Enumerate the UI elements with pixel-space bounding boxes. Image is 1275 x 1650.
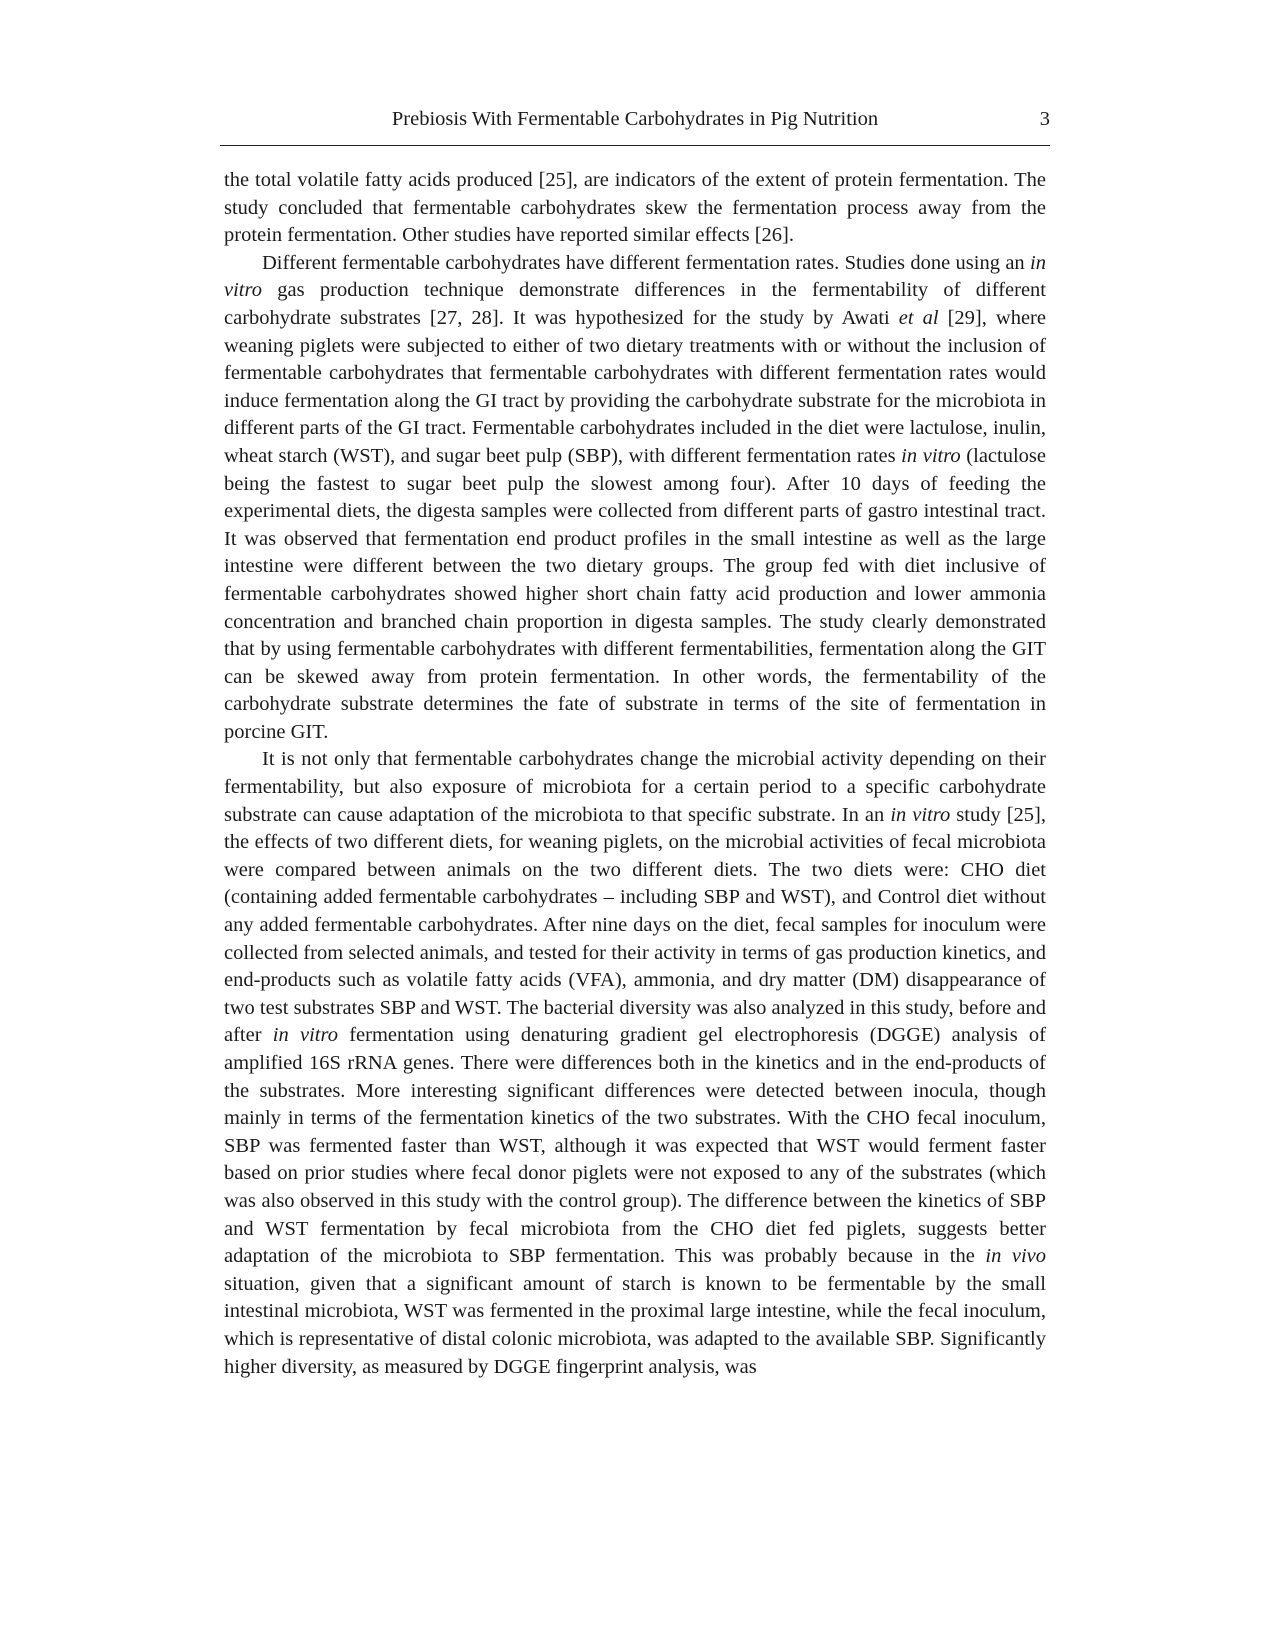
italic-text: in vitro [224, 251, 1046, 302]
running-title: Prebiosis With Fermentable Carbohydrates in Pig Nutrition [391, 108, 879, 130]
paragraph [224, 250, 1046, 747]
text-run: Different fermentable carbohydrates have different fermentation rates. Studies done using an [262, 251, 1031, 274]
text-run: [29], where weaning piglets were subjected to either of two dietary treatments with or without the inclusion of fermentable carbohydrates that fermentable carbohydrates with different fermentation rates would induce fermentation along the GI tract by providing the carbohydrate substrate for the microbiota in different parts of the GI tract. Fermentable carbohydrates included in the diet were lactulose, inulin, wheat starch (WST), and sugar beet pulp (SBP), with different fermentation rates [224, 306, 1046, 467]
text-run: (lactulose being the fastest to sugar beet pulp the slowest among four). After 10 days of feeding the experimental diets, the digesta samples were collected from different parts of gastro intestinal tract. It was observed that fermentation end product profiles in the small intestine as well as the large intestine were different between the two dietary groups. The group fed with diet inclusive of fermentable carbohydrates showed higher short chain fatty acid production and lower ammonia concentration and branched chain proportion in digesta samples. The study clearly demonstrated that by using fermentable carbohydrates with different fermentabilities, fermentation along the GIT can be skewed away from protein fermentation. In other words, the fermentability of the carbohydrate substrate determines the fate of substrate in terms of the site of fermentation in porcine GIT. [224, 444, 1046, 743]
text-run: situation, given that a significant amount of starch is known to be fermentable by the small intestinal microbiota, WST was fermented in the proximal large intestine, while the fecal inoculum, which is representative of distal colonic microbiota, was adapted to the available SBP. Significantly higher diversity, as measured by DGGE fingerprint analysis, was [224, 1272, 1046, 1378]
paragraph [224, 167, 1046, 250]
italic-text: in vitro [890, 803, 951, 826]
body-text [224, 167, 1046, 1381]
text-run: fermentation using denaturing gradient gel electrophoresis (DGGE) analysis of amplified 16S rRNA genes. There were differences both in the kinetics and in the end-products of the substrates. More interesting significant differences were detected between inocula, though mainly in terms of the fermentation kinetics of the two substrates. With the CHO fecal inoculum, SBP was fermented faster than WST, although it was expected that WST would ferment faster based on prior studies where fecal donor piglets were not exposed to any of the substrates (which was also observed in this study with the control group). The difference between the kinetics of SBP and WST fermentation by fecal microbiota from the CHO diet fed piglets, suggests better adaptation of the microbiota to SBP fermentation. This was probably because in the [224, 1024, 1046, 1268]
text-run: study [25], the effects of two different diets, for weaning piglets, on the microbial activities of fecal microbiota were compared between animals on the two different diets. The two diets were: CHO diet (containing added fermentable carbohydrates – including SBP and WST), and Control diet without any added fermentable carbohydrates. After nine days on the diet, fecal samples for inoculum were collected from selected animals, and tested for their activity in terms of gas production kinetics, and end-products such as volatile fatty acids (VFA), ammonia, and dry matter (DM) disappearance of two test substrates SBP and WST. The bacterial diversity was also analyzed in this study, before and after [224, 803, 1046, 1047]
italic-text: in vitro [272, 1024, 338, 1047]
italic-text: in vivo [985, 1245, 1046, 1268]
text-run: gas production technique demonstrate differences in the fermentability of different carbohydrate substrates [27, 28]. It was hypothesized for the study by Awati [224, 279, 1046, 329]
page-number: 3 [1039, 108, 1050, 130]
paragraph [224, 746, 1046, 1381]
italic-text: et al [898, 306, 939, 329]
text-run: the total volatile fatty acids produced [25], are indicators of the extent of protein fermentation. The study concluded that fermentable carbohydrates skew the fermentation process away from the protein fermentation. Other studies have reported similar effects [26]. [224, 169, 1046, 247]
text-run: It is not only that fermentable carbohydrates change the microbial activity depending on their fermentability, but also exposure of microbiota for a certain period to a specific carbohydrate substrate can cause adaptation of the microbiota to that specific substrate. In an [224, 748, 1046, 826]
italic-text: in vitro [901, 444, 961, 467]
running-header [220, 105, 1050, 146]
